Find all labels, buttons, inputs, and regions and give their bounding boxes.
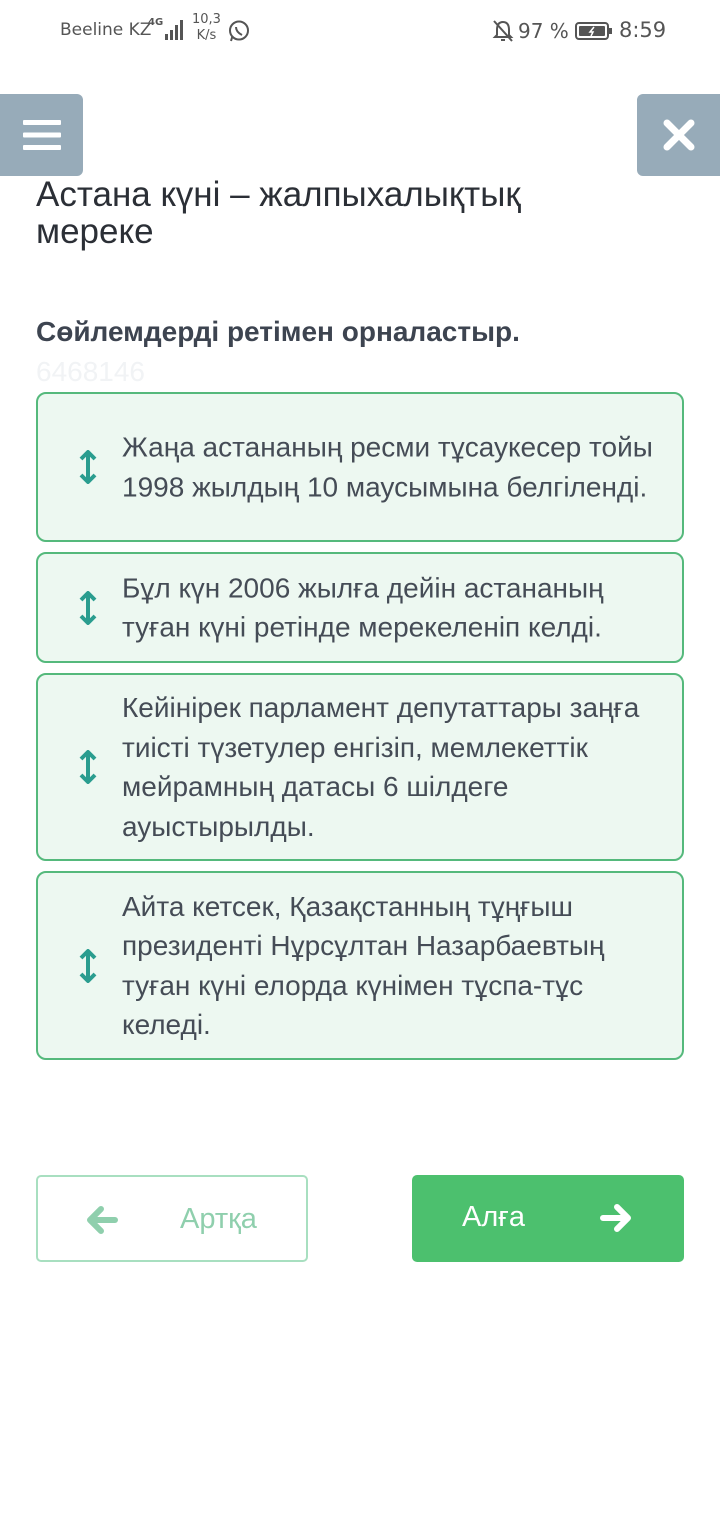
task-id: 6468146 <box>36 356 146 387</box>
arrow-left-icon <box>86 1205 118 1235</box>
sortable-card[interactable] <box>36 552 684 663</box>
hamburger-icon <box>22 118 62 152</box>
back-button-label: Артқа <box>180 1203 257 1235</box>
sentence-text: Айта кетсек, Қазақстанның тұңғыш президенті Нұрсұлтан Назарбаевтың туған күні елорда күнімен тұспа-тұс келеді. <box>122 890 605 1040</box>
signal-icon <box>164 19 184 41</box>
network-speed <box>192 12 221 44</box>
network-type: 4G <box>148 17 164 28</box>
carrier-name: Beeline KZ <box>60 20 152 40</box>
close-icon <box>662 118 696 152</box>
sortable-card[interactable] <box>36 673 684 861</box>
battery-percent: 97 % <box>518 19 569 43</box>
close-button[interactable] <box>637 94 720 176</box>
arrow-right-icon <box>600 1203 632 1233</box>
sortable-card[interactable] <box>36 871 684 1060</box>
drag-handle-icon[interactable] <box>76 590 100 626</box>
sortable-card[interactable] <box>36 392 684 542</box>
speed-unit: K/s <box>196 28 217 43</box>
drag-handle-icon[interactable] <box>76 948 100 984</box>
back-button[interactable] <box>36 1175 308 1262</box>
page-title: Астана күні – жалпыхалықтық мереке <box>36 175 521 251</box>
next-button-label: Алға <box>462 1201 525 1233</box>
clock: 8:59 <box>619 18 667 42</box>
status-bar <box>0 0 720 62</box>
bell-off-icon <box>492 19 514 43</box>
sentence-text: Кейінірек парламент депутаттары заңға тиісті түзетулер енгізіп, мемлекеттік мейрамның датасы 6 шілдеге ауыстырылды. <box>122 692 640 842</box>
drag-handle-icon[interactable] <box>76 749 100 785</box>
next-button[interactable] <box>412 1175 684 1262</box>
menu-button[interactable] <box>0 94 83 176</box>
task-instruction: Сөйлемдерді ретімен орналастыр. <box>36 316 520 347</box>
whatsapp-icon <box>227 19 251 43</box>
drag-handle-icon[interactable] <box>76 449 100 485</box>
speed-value: 10,3 <box>192 12 221 27</box>
sentence-text: Бұл күн 2006 жылға дейін астананың туған күні ретінде мерекеленіп келді. <box>122 572 604 643</box>
sentence-text: Жаңа астананың ресми тұсаукесер тойы 1998 жылдың 10 маусымына белгіленді. <box>122 431 653 502</box>
battery-icon <box>575 21 613 41</box>
